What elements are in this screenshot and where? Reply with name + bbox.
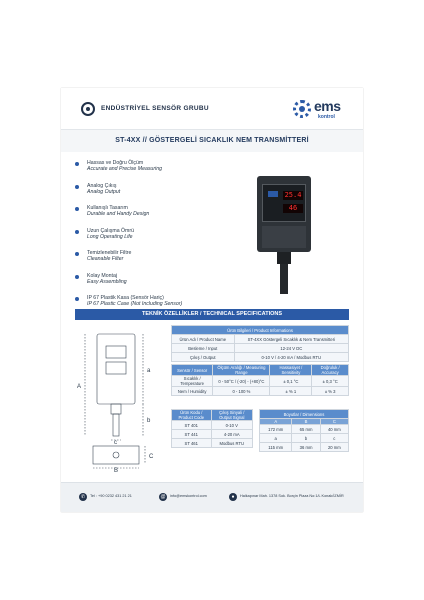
table-row [172, 421, 253, 430]
feature-en: Analog Output [87, 188, 121, 195]
feature-item [75, 228, 225, 251]
device-photo [257, 176, 311, 296]
feature-tr: Temizlenebilir Filtre [87, 250, 132, 256]
feature-item [75, 273, 225, 296]
feature-item [75, 183, 225, 206]
table-cell: c [320, 434, 348, 443]
location-icon: ● [229, 493, 237, 501]
product-info-table [171, 325, 349, 362]
feature-tr: Hassas ve Doğru Ölçüm [87, 160, 144, 166]
table-cell: 36 mm [292, 443, 320, 452]
table-header: Doğruluk / Accuracy [312, 365, 349, 376]
table-header: A [260, 419, 292, 425]
table-cell: ST 441 [172, 430, 212, 439]
temperature-readout: 25.4 [284, 191, 302, 199]
dim-label-C: C [149, 454, 154, 460]
table-header: C [320, 419, 348, 425]
table-cell: Çıkış / Output [172, 353, 235, 362]
table-cell: Modbus RTU [211, 439, 252, 448]
company-logo [293, 98, 349, 122]
product-title: ST-4XX // GÖSTERGELİ SICAKLIK NEM TRANSMİTTERİ [115, 137, 309, 144]
table-cell: Sıcaklık / Temperature [172, 376, 213, 387]
measuring-range-table [171, 364, 349, 396]
feature-tr: IP 67 Plastik Kasa (Sensör Hariç) [87, 295, 164, 301]
feature-en: Cleanable Filter [87, 256, 124, 263]
drawing-window-bottom [106, 362, 126, 374]
feature-en: Durable and Handy Design [87, 211, 150, 218]
bullet-icon [75, 230, 79, 234]
spec-section-title: TEKNİK ÖZELLİKLER / TECHNICAL SPECIFICATIONS [141, 311, 283, 317]
feature-en: IP 67 Plastic Case (Not Including Sensor) [87, 301, 183, 308]
bullet-icon [75, 275, 79, 279]
display-badge-icon [268, 191, 278, 197]
table-row [172, 430, 253, 439]
dimension-drawing [75, 324, 163, 472]
table-cell: 0-10 V [211, 421, 252, 430]
datasheet [61, 88, 363, 512]
feature-tr: Kullanışlı Tasarım [87, 205, 128, 211]
table-cell: ST-4XX Göstergeli Sıcaklık & Nem Transmitteri [234, 335, 348, 344]
feature-list [75, 160, 225, 318]
table-cell: Ürün Adı / Product Name [172, 335, 235, 344]
device-display [262, 184, 306, 222]
phone-icon: ✆ [80, 494, 86, 500]
dim-label-B: B [114, 468, 119, 472]
feature-item [75, 250, 225, 273]
table-cell: 40 mm [320, 425, 348, 434]
table-cell: b [292, 434, 320, 443]
datasheet-header [61, 88, 363, 130]
drawing-side-view [93, 446, 139, 464]
sensor-probe [280, 264, 288, 294]
feature-en: Long Operating Life [87, 233, 133, 240]
feature-tr: Uzun Çalışma Ömrü [87, 227, 134, 234]
table-cell: 115 mm [260, 443, 292, 452]
product-table-header: Ürün Bilgileri / Product Informations [172, 326, 349, 335]
group-label: ENDÜSTRİYEL SENSÖR GRUBU [101, 105, 209, 112]
table-cell: 172 mm [260, 425, 292, 434]
table-header: Sensör / Sensor [172, 365, 213, 376]
table-cell: 0 - 50°C / (-20) - (+80)°C [213, 376, 270, 387]
table-header: Ürün Kodu / Product Code [172, 410, 212, 421]
bullet-icon [75, 297, 79, 301]
table-cell: Nem / Humidity [172, 387, 213, 396]
table-cell: ± % 3 [312, 387, 349, 396]
logo-sub: kontrol [318, 114, 335, 120]
footer-address: Halkapınar Mah. 1378 Sok. Borçin Plaza No:1/L Konak/İZMİR [240, 494, 344, 498]
table-cell: ± 0,1 °C [270, 376, 312, 387]
feature-item [75, 205, 225, 228]
title-bar [61, 130, 363, 152]
footer-phone: Tel : +90 0232 431 21 21 [90, 494, 132, 498]
bullet-icon [75, 252, 79, 256]
feature-en: Accurate and Precise Measuring [87, 166, 162, 173]
dimensions-header: Boyutlar / Dimensions [260, 410, 349, 419]
table-cell: ± % 1 [270, 387, 312, 396]
dimensions-table [259, 409, 349, 452]
group-emblem-icon [81, 102, 95, 116]
table-cell: ST 401 [172, 421, 212, 430]
bullet-icon [75, 185, 79, 189]
table-cell: 0-10 V / 4-20 mA / Modbus RTU [234, 353, 348, 362]
gear-icon [293, 100, 311, 118]
table-row [172, 439, 253, 448]
dim-label-c: c [114, 440, 117, 446]
table-row [260, 443, 349, 452]
table-row [172, 387, 349, 396]
humidity-readout: 46 [283, 204, 303, 213]
drawing-probe [113, 414, 119, 436]
table-cell: ± 0,3 °C [312, 376, 349, 387]
device-body [257, 176, 311, 252]
feature-tr: Kolay Montaj [87, 272, 117, 279]
footer-email: info@emskontrol.com [170, 494, 207, 498]
drawing-case-outline [97, 334, 135, 404]
table-cell: ST 461 [172, 439, 212, 448]
table-row [260, 434, 349, 443]
drawing-gland [111, 404, 121, 414]
drawing-side-hole [113, 452, 119, 458]
table-row [172, 376, 349, 387]
feature-en: Easy Assembling [87, 278, 127, 285]
table-cell: Besleme / Input [172, 344, 235, 353]
dim-label-a: a [147, 368, 151, 374]
logo-brand: ems [314, 98, 341, 114]
table-header: Ölçüm Aralığı / Measuring Range [213, 365, 270, 376]
dim-label-A: A [77, 384, 82, 390]
table-header: Hassasiyet / Sensitivity [270, 365, 312, 376]
feature-item [75, 160, 225, 183]
table-row [172, 335, 349, 344]
spec-section-bar [75, 309, 349, 320]
cable-gland [277, 252, 291, 264]
table-cell: 65 mm [292, 425, 320, 434]
dim-label-b: b [147, 418, 151, 424]
device-label-plate [262, 226, 306, 248]
product-code-table [171, 409, 253, 448]
table-header: B [292, 419, 320, 425]
table-header: Çıkış Sinyali / Output Signal [211, 410, 252, 421]
table-row [172, 344, 349, 353]
drawing-window-top [106, 346, 126, 358]
table-cell: 4-20 mA [211, 430, 252, 439]
bullet-icon [75, 207, 79, 211]
table-cell: 20 mm [320, 443, 348, 452]
table-cell: a [260, 434, 292, 443]
table-cell: 0 - 100 % [213, 387, 270, 396]
footer [61, 482, 363, 512]
email-icon: @ [160, 494, 166, 500]
table-row [260, 425, 349, 434]
table-row [172, 353, 349, 362]
feature-tr: Analog Çıkış [87, 182, 117, 189]
bullet-icon [75, 162, 79, 166]
table-cell: 12-24 V DC [234, 344, 348, 353]
